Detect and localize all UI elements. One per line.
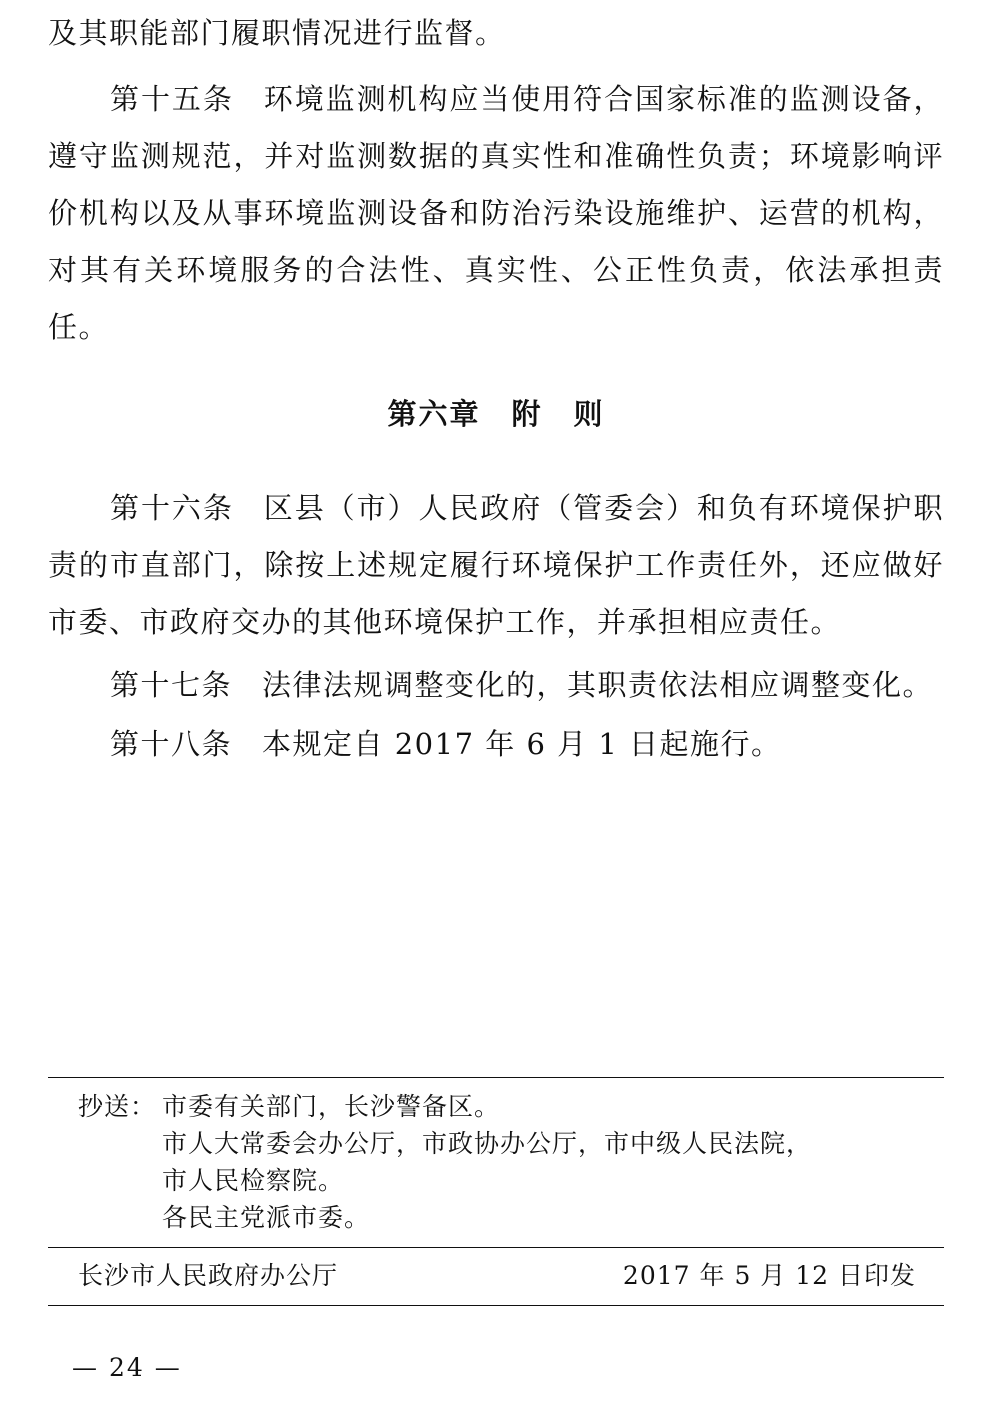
issuer: 长沙市人民政府办公厅	[78, 1261, 339, 1290]
article-16-text: 区县（市）人民政府（管委会）和负有环境保护职责的市直部门，除按上述规定履行环境保护工作责任外，还应做好市委、市政府交办的其他环境保护工作，并承担相应责任。	[48, 491, 944, 639]
issue-date: 2017 年 5 月 12 日印发	[622, 1261, 916, 1290]
article-17-label: 第十七条	[110, 668, 233, 702]
article-15-text: 环境监测机构应当使用符合国家标准的监测设备，遵守监测规范，并对监测数据的真实性和准确性负责；环境影响评价机构以及从事环境监测设备和防治污染设施维护、运营的机构，对其有关环境服务的合法性、真实性、公正性负责，依法承担责任。	[48, 82, 944, 344]
page-number: — 24 —	[72, 1353, 182, 1382]
chapter-title: 第六章 附 则	[387, 397, 605, 431]
article-18-text: 本规定自 2017 年 6 月 1 日起施行。	[262, 727, 782, 761]
article-15-label: 第十五条	[110, 82, 234, 116]
article-17	[48, 657, 944, 714]
cc-line: 市人大常委会办公厅，市政协办公厅，市中级人民法院，	[162, 1129, 813, 1158]
issuer-top-rule	[48, 1247, 944, 1248]
article-18-label: 第十八条	[110, 727, 233, 761]
article-17-text: 法律法规调整变化的，其职责依法相应调整变化。	[262, 668, 934, 702]
cc-label: 抄送：	[78, 1092, 157, 1121]
article-16-label: 第十六条	[110, 491, 234, 525]
article-16	[48, 480, 944, 651]
cc-recipients	[162, 1088, 918, 1236]
issuer-bottom-rule	[48, 1305, 944, 1306]
cc-line: 市人民检察院。	[162, 1166, 345, 1195]
continuation-paragraph: 及其职能部门履职情况进行监督。	[48, 16, 506, 50]
cc-line: 各民主党派市委。	[162, 1203, 371, 1232]
cc-line: 市委有关部门，长沙警备区。	[162, 1092, 501, 1121]
cc-top-rule	[48, 1077, 944, 1078]
article-18	[48, 716, 944, 773]
article-15	[48, 71, 944, 356]
cc-block	[78, 1088, 918, 1236]
